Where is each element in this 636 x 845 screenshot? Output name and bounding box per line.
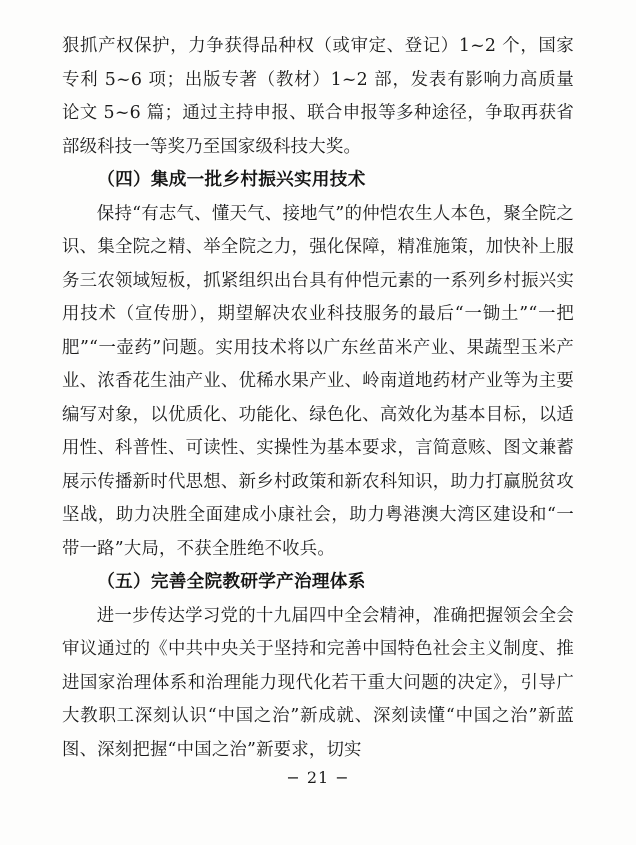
section-heading-five: （五）完善全院教研学产治理体系 [97, 572, 366, 592]
paragraph-section-four: 保持“有志气、懂天气、接地气”的仲恺农生人本色，聚全院之识、集全院之精、举全院之力，强化保障，精准施策，加快补上服务三农领域短板，抓紧组织出台具有仲恺元素的一系列乡村振兴实用技术（宣传册），期望解决农业科技服务的最后“一锄土”“一把肥”“一壶药”问题。实用技术将以广东丝苗米产业、果蔬型玉米产业、浓香花生油产业、优稀水果产业、岭南道地药材产业等为主要编写对象，以优质化、功能化、绿色化、高效化为基本目标，以适用性、科普性、可读性、实操性为基本要求，言简意赅、图文兼蓄展示传播新时代思想、新乡村政策和新农科知识，助力打赢脱贫攻坚战，助力决胜全面建成小康社会，助力粤港澳大湾区建设和“一带一路”大局，不获全胜绝不收兵。 [62, 203, 574, 559]
section-heading-four: （四）集成一批乡村振兴实用技术 [97, 170, 366, 190]
paragraph-continuation: 狠抓产权保护，力争获得品种权（或审定、登记）1~2 个，国家专利 5~6 项；出版专著（教材）1~2 部，发表有影响力高质量论文 5~6 篇；通过主持申报、联合申报等多种途径，争取再获省部级科技一等奖乃至国家级科技大奖。 [62, 36, 574, 157]
paragraph-section-five: 进一步传达学习党的十九届四中全会精神，准确把握领会全会审议通过的《中共中央关于坚持和完善中国特色社会主义制度、推进国家治理体系和治理能力现代化若干重大问题的决定》，引导广大教职工深刻认识“中国之治”新成就、深刻读懂“中国之治”新蓝图、深刻把握“中国之治”新要求，切实 [62, 605, 574, 760]
page-number: − 21 − [286, 768, 350, 787]
document-body [62, 30, 574, 767]
